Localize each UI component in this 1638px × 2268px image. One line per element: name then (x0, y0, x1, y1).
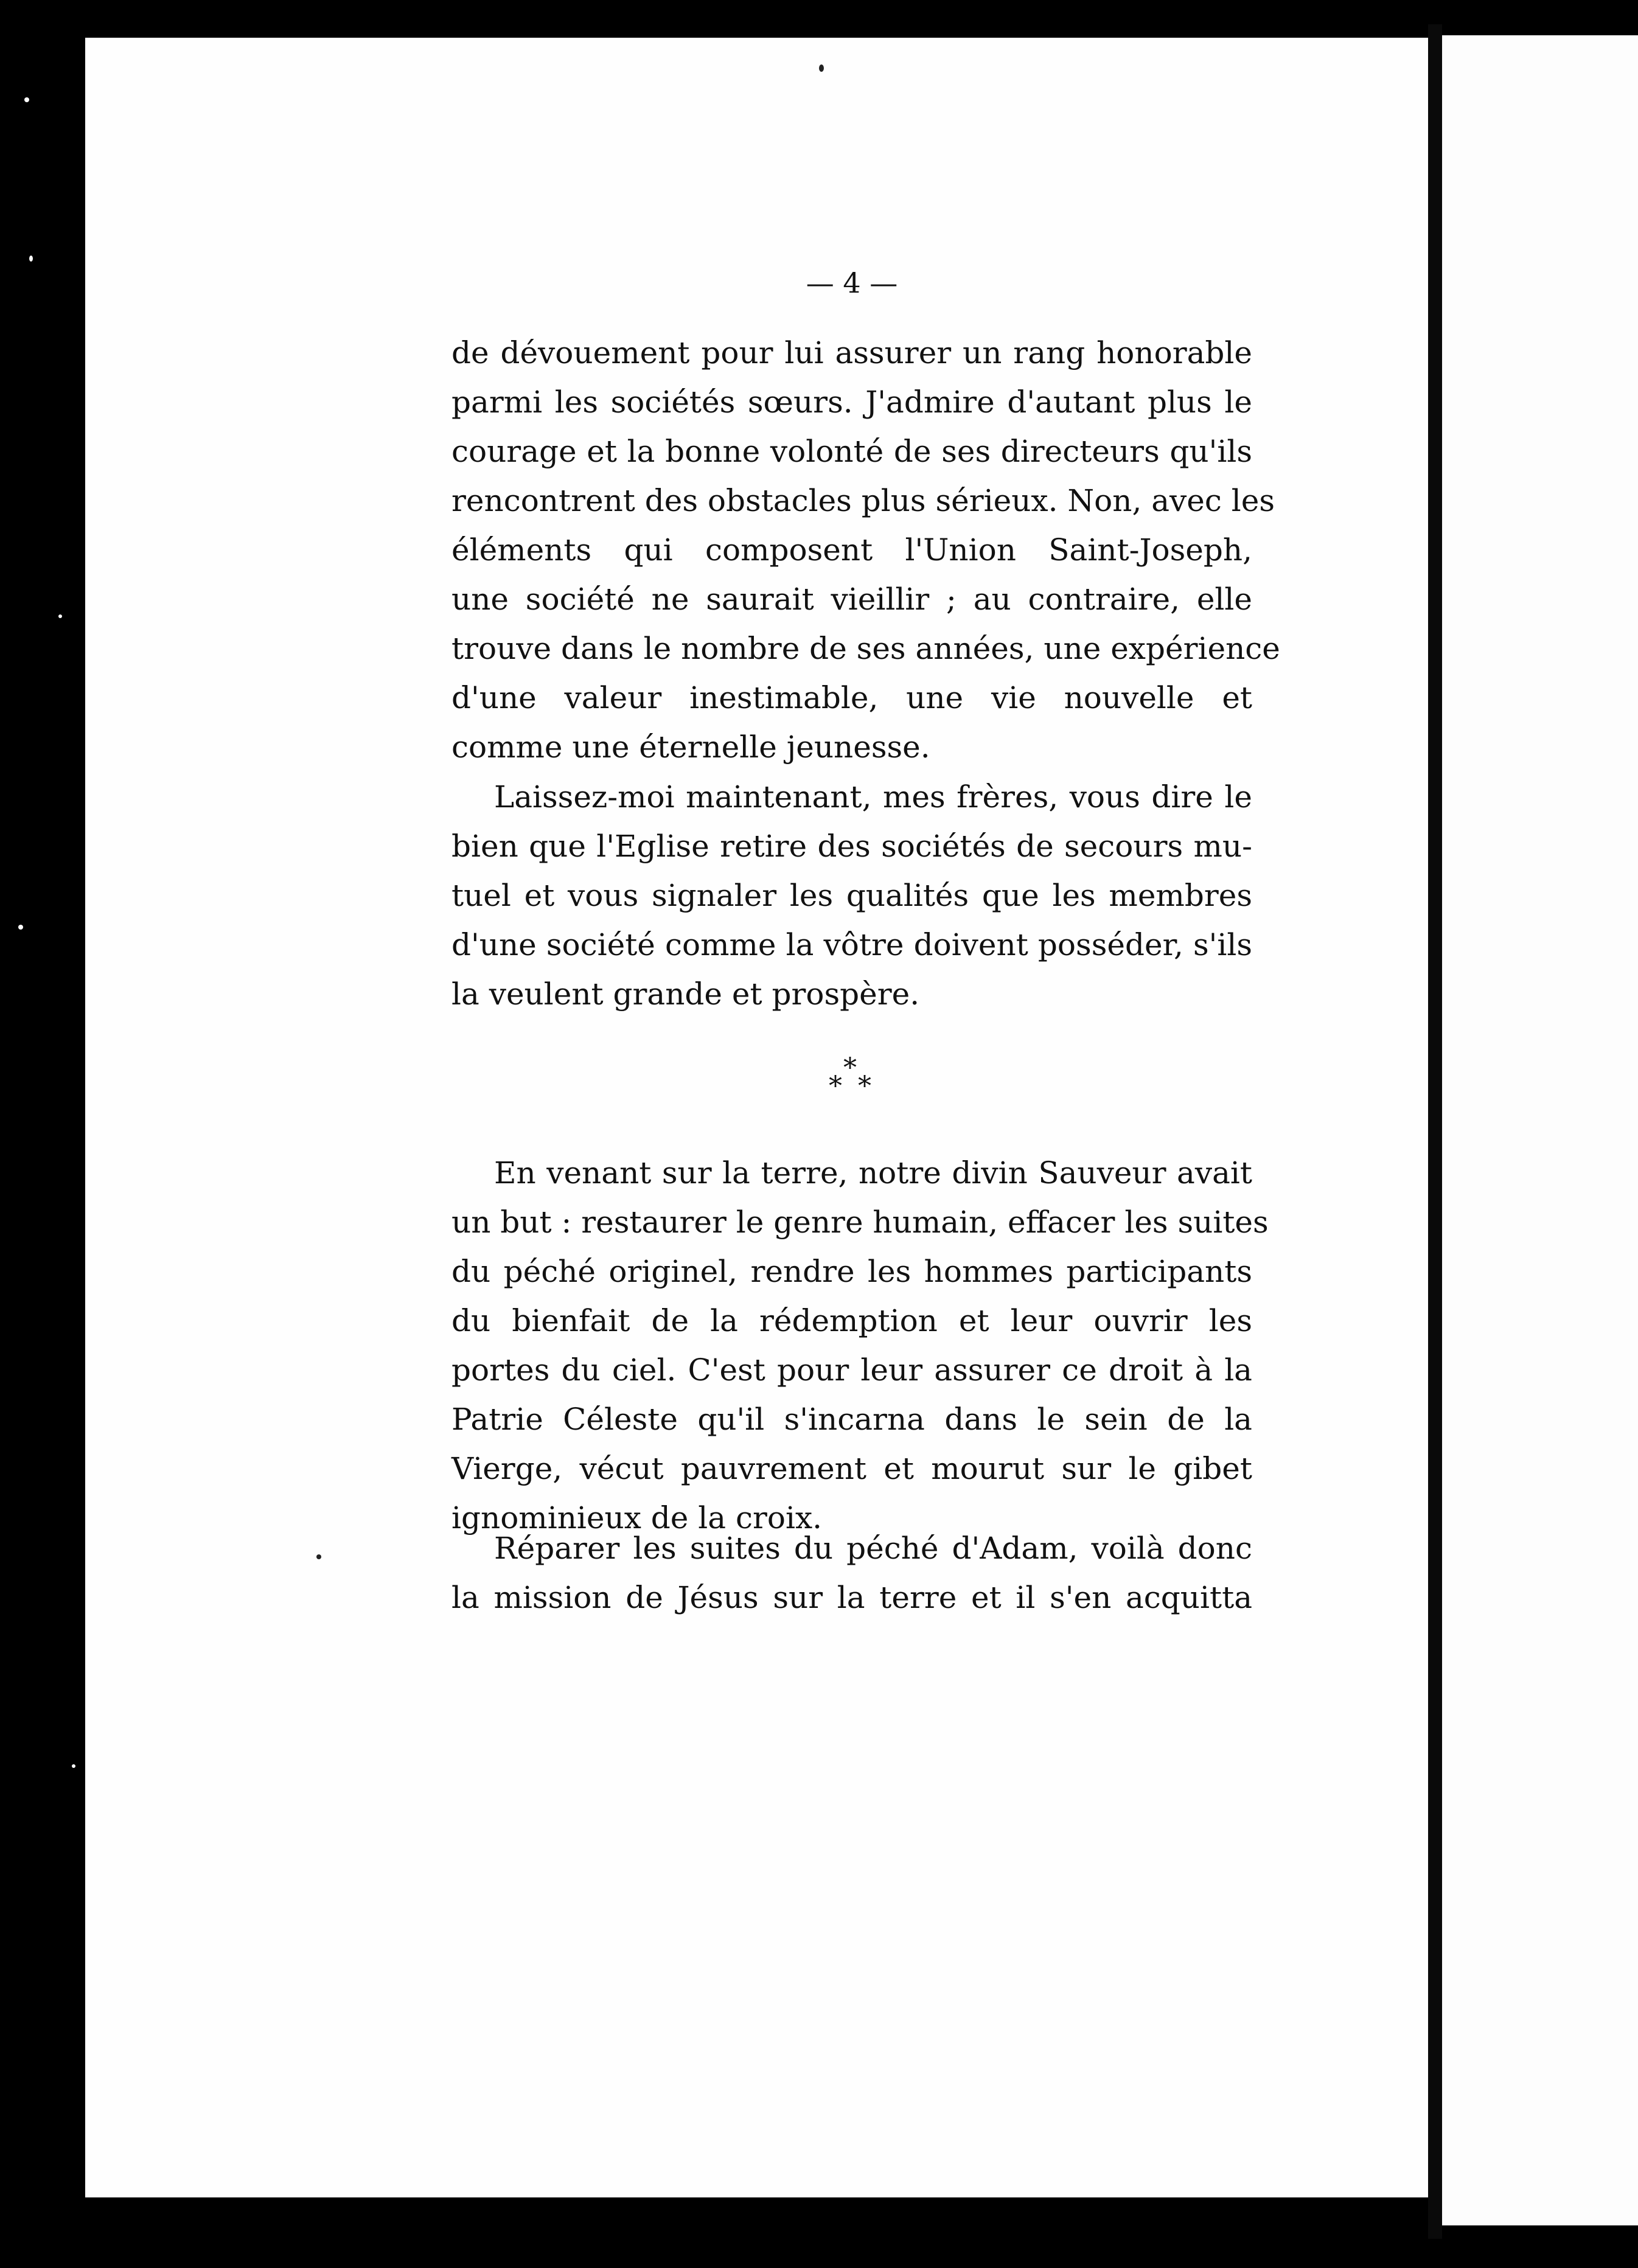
text-line: Patrie Céleste qu'il s'incarna dans le sein de la (451, 1402, 1252, 1437)
text-line: une société ne saurait vieillir ; au contraire, elle (451, 582, 1252, 617)
text-line: Laissez-moi maintenant, mes frères, vous dire le (494, 779, 1252, 815)
scan-speck (316, 1554, 321, 1559)
paragraph-2 (451, 773, 1252, 1019)
text-line: un but : restaurer le genre humain, effacer les suites (451, 1205, 1269, 1240)
paragraph-3 (451, 1149, 1269, 1543)
page-number: — 4 — (806, 266, 898, 299)
text-line: Réparer les suites du péché d'Adam, voilà donc (494, 1531, 1252, 1566)
text-line: trouve dans le nombre de ses années, une expérience (451, 631, 1280, 666)
asterisk-mark: * (843, 1052, 857, 1084)
text-line: éléments qui composent l'Union Saint-Joseph, (451, 532, 1252, 568)
scan-speck (18, 925, 23, 930)
section-asterism (803, 1052, 901, 1101)
text-line: rencontrent des obstacles plus sérieux. Non, avec les (451, 483, 1275, 518)
asterisk-mark: * (829, 1071, 842, 1102)
scan-speck (819, 64, 824, 72)
text-line: la mission de Jésus sur la terre et il s'en acquitta (451, 1580, 1252, 1615)
text-line: d'une société comme la vôtre doivent posséder, s'ils (451, 927, 1252, 962)
text-line: tuel et vous signaler les qualités que les membres (451, 878, 1252, 913)
scan-speck (72, 1764, 75, 1768)
scan-speck (29, 256, 33, 262)
text-line: portes du ciel. C'est pour leur assurer ce droit à la (451, 1352, 1252, 1388)
text-line: d'une valeur inestimable, une vie nouvelle et (451, 680, 1252, 715)
text-line: En venant sur la terre, notre divin Sauveur avait (494, 1155, 1252, 1191)
paragraph-4 (451, 1524, 1252, 1623)
text-line: du péché originel, rendre les hommes participants (451, 1254, 1252, 1289)
text-line: courage et la bonne volonté de ses directeurs qu'ils (451, 434, 1252, 469)
text-line: comme une éternelle jeunesse. (451, 729, 930, 765)
text-line: Vierge, vécut pauvrement et mourut sur le gibet (451, 1451, 1252, 1486)
scan-speck (58, 614, 62, 618)
paragraph-1 (451, 329, 1280, 772)
text-line: parmi les sociétés sœurs. J'admire d'autant plus le (451, 384, 1252, 420)
asterisk-mark: * (858, 1071, 871, 1102)
scan-speck (24, 97, 29, 102)
book-gutter (1428, 24, 1442, 2239)
text-line: la veulent grande et prospère. (451, 976, 920, 1012)
text-line: bien que l'Eglise retire des sociétés de secours mu- (451, 829, 1252, 864)
text-line: du bienfait de la rédemption et leur ouvrir les (451, 1303, 1252, 1338)
text-line: de dévouement pour lui assurer un rang honorable (451, 335, 1252, 370)
facing-page-edge (1442, 35, 1638, 2225)
text-line: ignominieux de la croix. (451, 1500, 823, 1536)
